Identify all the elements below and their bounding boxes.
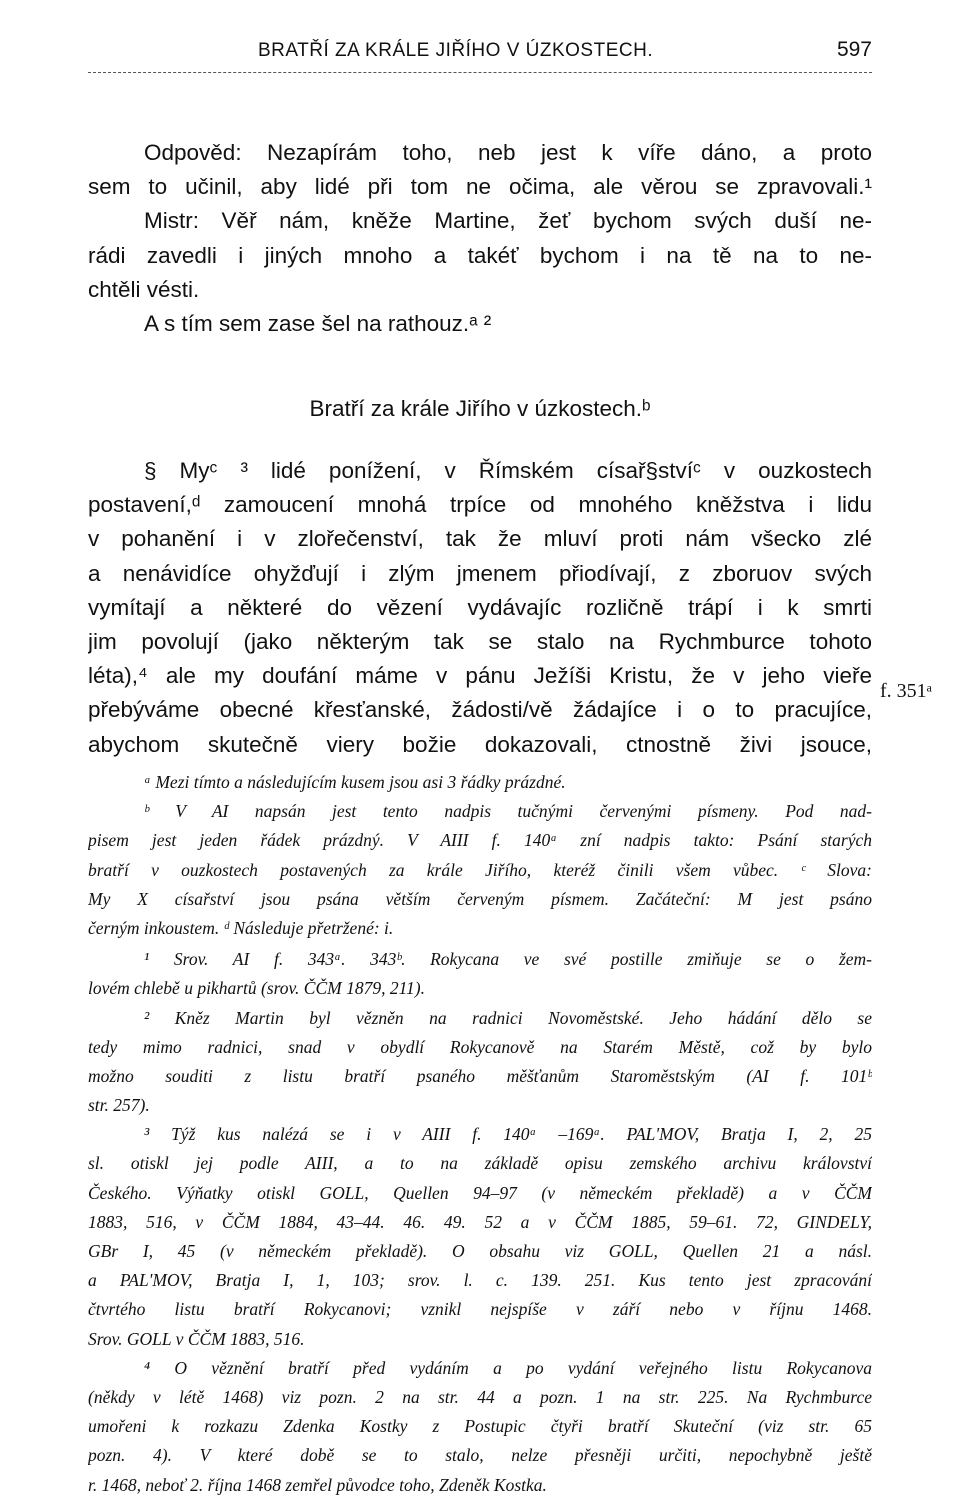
running-title: BRATŘÍ ZA KRÁLE JIŘÍHO V ÚZKOSTECH. <box>258 40 654 61</box>
text-line: v pohanění i v zlořečenství, tak že mluví proti nám všecko zlé <box>88 526 872 552</box>
footnote-line: lovém chlebě u pikhartů (srov. ČČM 1879, 211). <box>88 978 425 999</box>
text-line: sem to učinil, aby lidé při tom ne očima, ale věrou se zpravovali.¹ <box>88 174 872 200</box>
folio-margin-note: f. 351ᵃ <box>880 680 933 702</box>
footnote-line: ⁴ O věznění bratří před vydáním a po vydání veřejného listu Rokycanova <box>144 1357 872 1378</box>
text-line: rádi zavedli i jiných mnoho a takéť bychom i na tě na to ne- <box>88 242 872 268</box>
footnote-line: umořeni k rozkazu Zdenka Kostky z Postupic čtyři bratří Skuteční (viz str. 65 <box>88 1416 872 1437</box>
running-head <box>88 38 872 68</box>
footnote-line: možno souditi z listu bratří psaného měšťanům Staroměstským (AI f. 101ᵇ <box>88 1065 872 1086</box>
footnote-line: Srov. GOLL v ČČM 1883, 516. <box>88 1328 305 1349</box>
text-line: abychom skutečně viery božie dokazovali, ctnostně živi jsouce, <box>88 731 872 757</box>
footnote-line: (někdy v létě 1468) viz pozn. 2 na str. 44 a pozn. 1 na str. 225. Na Rychmburce <box>88 1386 872 1407</box>
footnote-line: bratří v ouzkostech postavených za krále Jiřího, kteréž činili všem vůbec. ᶜ Slova: <box>88 859 872 880</box>
text-line: přebýváme obecné křesťanské, žádosti/vě žádajíce i o to pracujíce, <box>88 697 872 723</box>
text-line: Odpověd: Nezapírám toho, neb jest k víře dáno, a proto <box>144 140 872 165</box>
section-heading: Bratří za krále Jiřího v úzkostech.ᵇ <box>309 396 651 421</box>
text-block-dialogue <box>88 136 872 341</box>
text-line: vymítají a některé do vězení vydávajíc rozličně trápí i k smrti <box>88 594 872 620</box>
footnote-line: ᵇ V AI napsán jest tento nadpis tučnými červenými písmeny. Pod nad- <box>144 801 872 822</box>
footnote-line: pisem jest jeden řádek prázdný. V AIII f. 140ᵃ zní nadpis takto: Psání starých <box>88 830 872 851</box>
footnote-line: str. 257). <box>88 1095 150 1116</box>
footnote-line: tedy mimo radnici, snad v obydlí Rokycanově na Starém Městě, což by bylo <box>88 1036 872 1057</box>
footnote-line: sl. otiskl jej podle AIII, a to na základě opisu zemského archivu království <box>88 1153 872 1174</box>
footnote-line: čtvrtého listu bratří Rokycanovi; vznikl nejspíše v září nebo v říjnu 1468. <box>88 1299 872 1320</box>
footnote-line: ² Kněz Martin byl vězněn na radnici Novoměstské. Jeho hádání dělo se <box>144 1007 872 1028</box>
text-line: jim povolují (jako některým tak se stalo na Rychmburce tohoto <box>88 628 872 654</box>
text-line: § Myᶜ ³ lidé ponížení, v Římském císař§stvíᶜ v ouzkostech <box>144 458 872 483</box>
footnote-line: ³ Týž kus nalézá se i v AIII f. 140ᵃ –169ᵃ. PAL'MOV, Bratja I, 2, 25 <box>144 1124 872 1145</box>
page-number: 597 <box>836 38 872 61</box>
footnote-line: r. 1468, neboť 2. října 1468 zemřel původce toho, Zdeněk Kostka. <box>88 1474 547 1495</box>
footnote-line: My X císařství jsou psána větším červeným písmem. Začáteční: M jest psáno <box>88 888 872 909</box>
header-rule <box>88 72 872 73</box>
footnote-line: 1883, 516, v ČČM 1884, 43–44. 46. 49. 52 a v ČČM 1885, 59–61. 72, GINDELY, <box>88 1211 872 1232</box>
footnote-line: a PAL'MOV, Bratja I, 1, 103; srov. l. c. 139. 251. Kus tento jest zpracování <box>88 1270 872 1291</box>
footnote-line: pozn. 4). V které době se to stalo, nelze přesněji určiti, nepochybně ještě <box>88 1445 872 1466</box>
footnote-line: černým inkoustem. ᵈ Následuje přetržené: i. <box>88 917 394 938</box>
text-line: A s tím sem zase šel na rathouz.ᵃ ² <box>144 310 492 336</box>
text-block-letter <box>88 454 872 762</box>
text-line: Mistr: Věř nám, kněže Martine, žeť bychom svých duší ne- <box>144 208 872 234</box>
text-line: léta),⁴ ale my doufání máme v pánu Ježíši Kristu, že v jeho vieře <box>88 663 872 689</box>
text-line: chtěli vésti. <box>88 276 200 302</box>
footnote-line: GBr I, 45 (v německém překladě). O obsahu viz GOLL, Quellen 21 a násl. <box>88 1241 872 1261</box>
footnote-line: ¹ Srov. AI f. 343ᵃ. 343ᵇ. Rokycana ve své postille zmiňuje se o žem- <box>144 949 872 970</box>
text-line: postavení,ᵈ zamoucení mnohá trpíce od mnohého kněžstva i lidu <box>88 492 872 518</box>
footnote-line: Českého. Výňatky otiskl GOLL, Quellen 94–97 (v německém překladě) a v ČČM <box>88 1182 872 1203</box>
text-line: a nenávidíce ohyžďují i zlým jmenem přiodívají, z zboruov svých <box>88 560 872 586</box>
footnotes <box>88 768 872 1500</box>
footnote-line: ᵃ Mezi tímto a následujícím kusem jsou asi 3 řádky prázdné. <box>144 772 566 792</box>
